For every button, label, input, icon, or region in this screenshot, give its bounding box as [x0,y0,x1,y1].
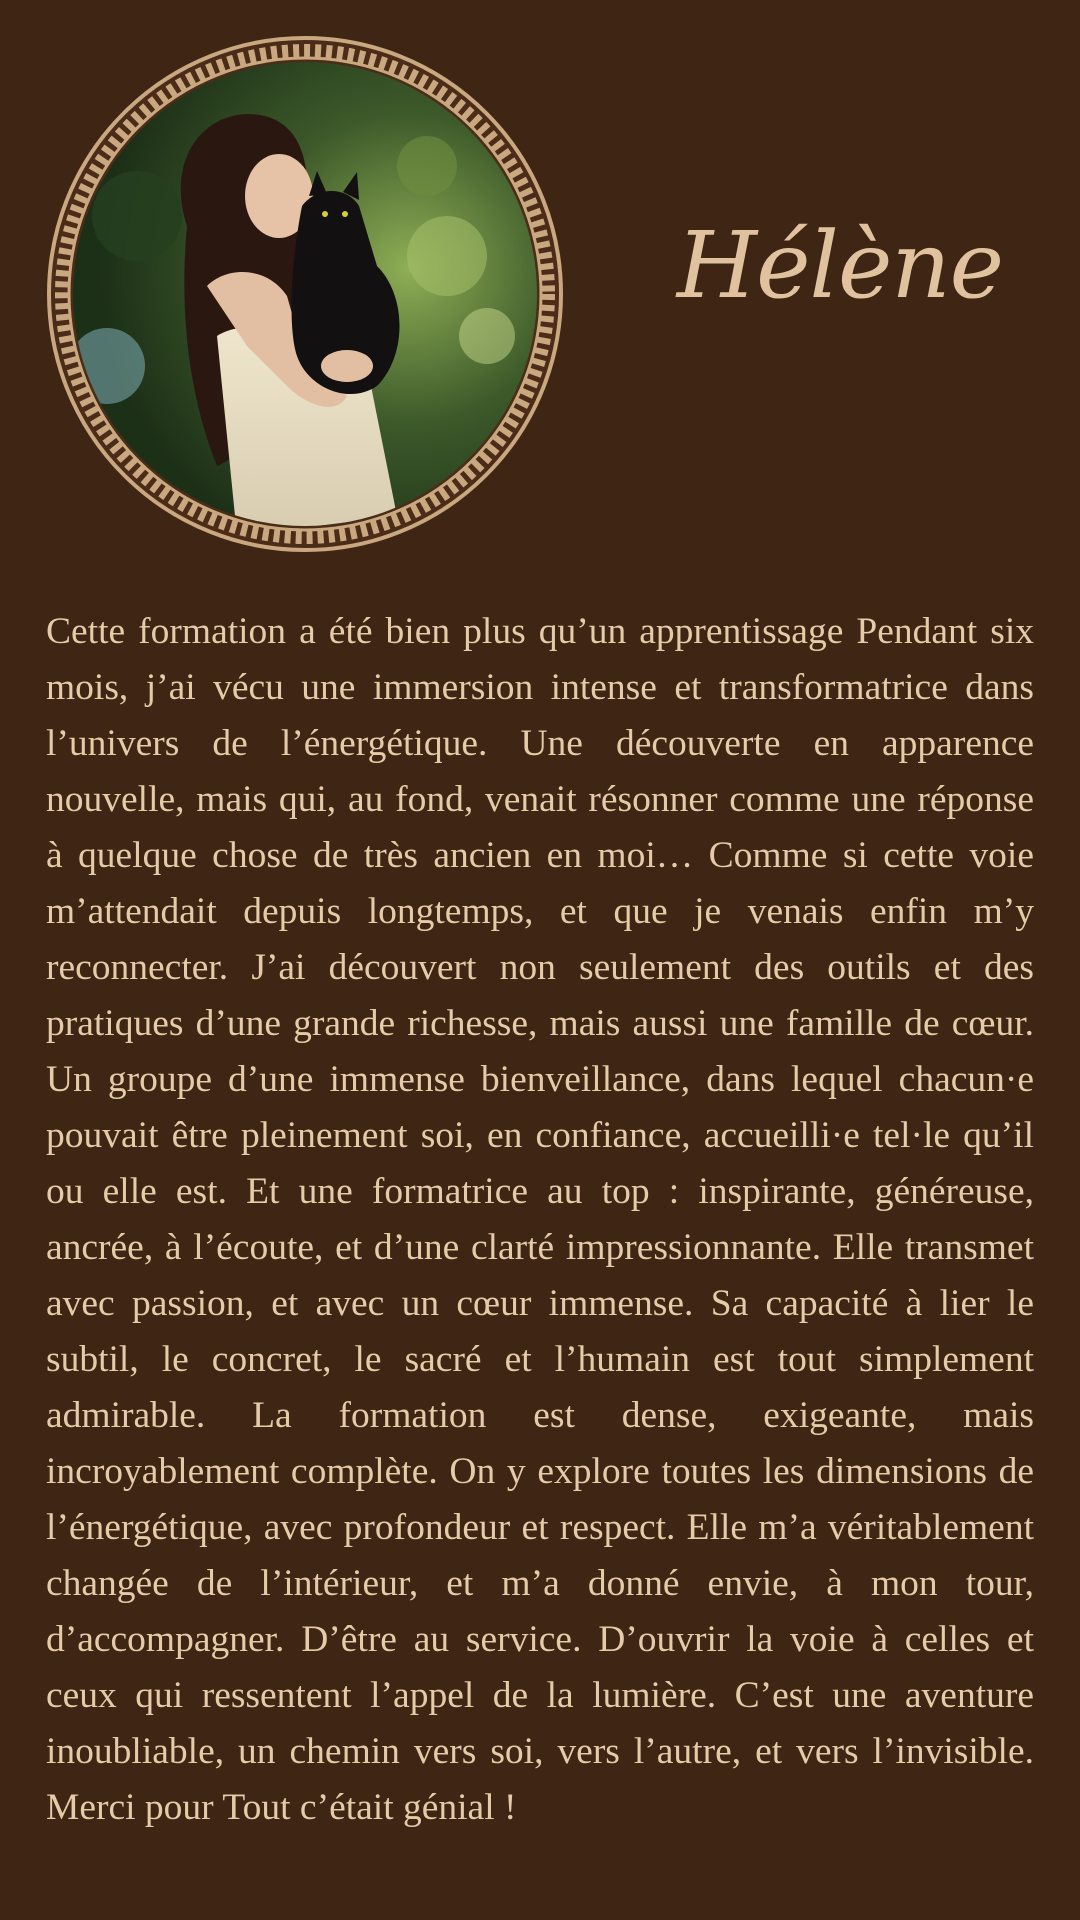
profile-photo [47,36,563,552]
woman-holding-black-cat-photo [47,36,563,552]
testimonial-text: Cette formation a été bien plus qu’un apprentissage Pendant six mois, j’ai vécu une immersion intense et transformatrice dans l’univers de l’énergétique. Une découverte en apparence nouvelle, mais qui, au fond, venait résonner comme une réponse à quelque chose de très ancien en moi… Comme si cette voie m’attendait depuis longtemps, et que je venais enfin m’y reconnecter. J’ai découvert non seulement des outils et des pratiques d’une grande richesse, mais aussi une famille de cœur. Un groupe d’une immense bienveillance, dans lequel chacun·e pouvait être pleinement soi, en confiance, accueilli·e tel·le qu’il ou elle est. Et une formatrice au top : inspirante, généreuse, ancrée, à l’écoute, et d’une clarté impressionnante. Elle transmet avec passion, et avec un cœur immense. Sa capacité à lier le subtil, le concret, le sacré et l’humain est tout simplement admirable. La formation est dense, exigeante, mais incroyablement complète. On y explore toutes les dimensions de l’énergétique, avec profondeur et respect. Elle m’a véritablement changée de l’intérieur, et m’a donné envie, à mon tour, d’accompagner. D’être au service. D’ouvrir la voie à celles et ceux qui ressentent l’appel de la lumière. C’est une aventure inoubliable, un chemin vers soi, vers l’autre, et vers l’invisible. Merci pour Tout c’était génial ! [46,611,1034,1828]
person-name: Hélène [676,212,1004,319]
